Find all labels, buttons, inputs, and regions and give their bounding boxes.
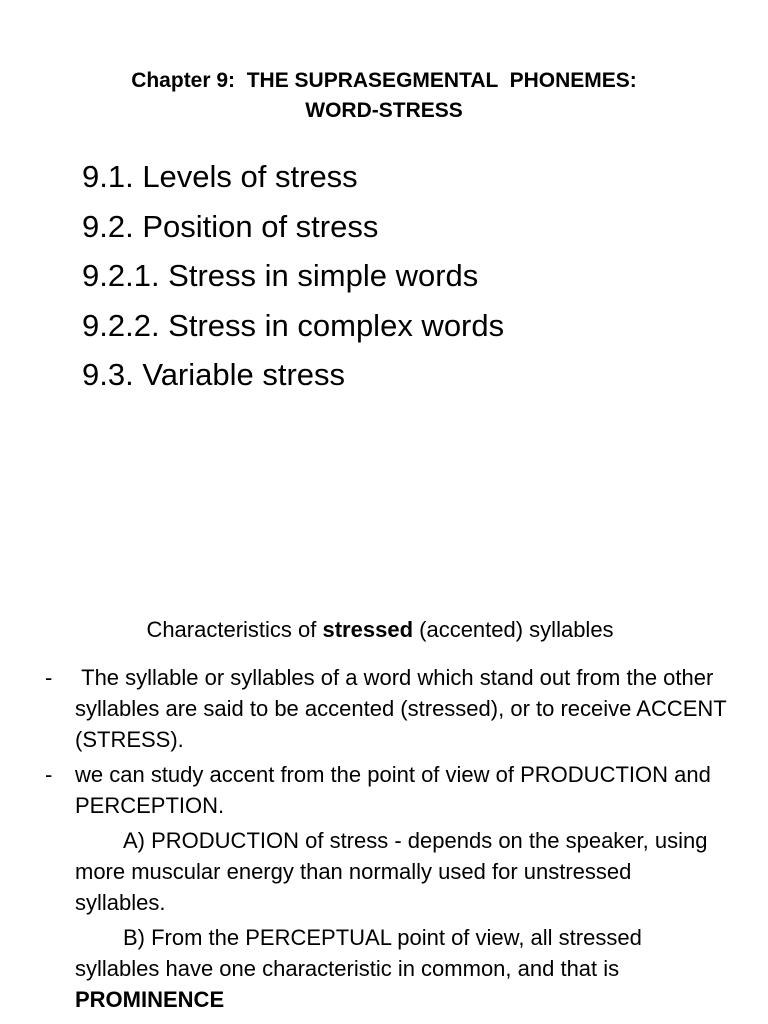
paragraph-perception — [0, 922, 768, 1015]
chapter-title — [0, 66, 768, 126]
chapter-title-line-1: Chapter 9: THE SUPRASEGMENTAL PHONEMES: — [131, 69, 637, 92]
paragraph-text: A) PRODUCTION of stress - depends on the speaker, using more muscular energy than normally used for unstressed syllables. — [75, 828, 708, 915]
section-heading — [0, 615, 760, 645]
toc-item: 9.2. Position of stress — [82, 208, 379, 244]
paragraph-emphasis: PROMINENCE — [75, 987, 225, 1012]
toc-item: 9.1. Levels of stress — [82, 159, 358, 194]
toc-item: 9.2.1. Stress in simple words — [82, 258, 479, 293]
bullet-dash: - — [45, 665, 53, 690]
bullet-item — [0, 759, 768, 821]
paragraph-text: B) From the PERCEPTUAL point of view, all stressed syllables have one characteristic in common, and that is — [75, 925, 642, 981]
bullet-text: The syllable or syllables of a word which stand out from the other syllables are said to be accented (stressed), or to receive ACCENT (STRESS). — [75, 665, 733, 752]
heading-text-pre: Characteristics of — [146, 617, 323, 642]
bullet-dash: - — [45, 762, 53, 787]
toc-item: 9.3. Variable stress — [82, 357, 346, 392]
paragraph-production — [0, 825, 768, 918]
heading-text-post: (accented) syllables — [413, 617, 614, 642]
table-of-contents — [82, 152, 504, 400]
bullet-text: we can study accent from the point of view of PRODUCTION and PERCEPTION. — [75, 762, 711, 818]
bullet-item — [0, 662, 768, 755]
body-text — [0, 662, 768, 1019]
heading-emphasis: stressed — [322, 617, 414, 642]
toc-item: 9.2.2. Stress in complex words — [82, 307, 505, 343]
chapter-title-line-2: WORD-STRESS — [305, 99, 463, 122]
